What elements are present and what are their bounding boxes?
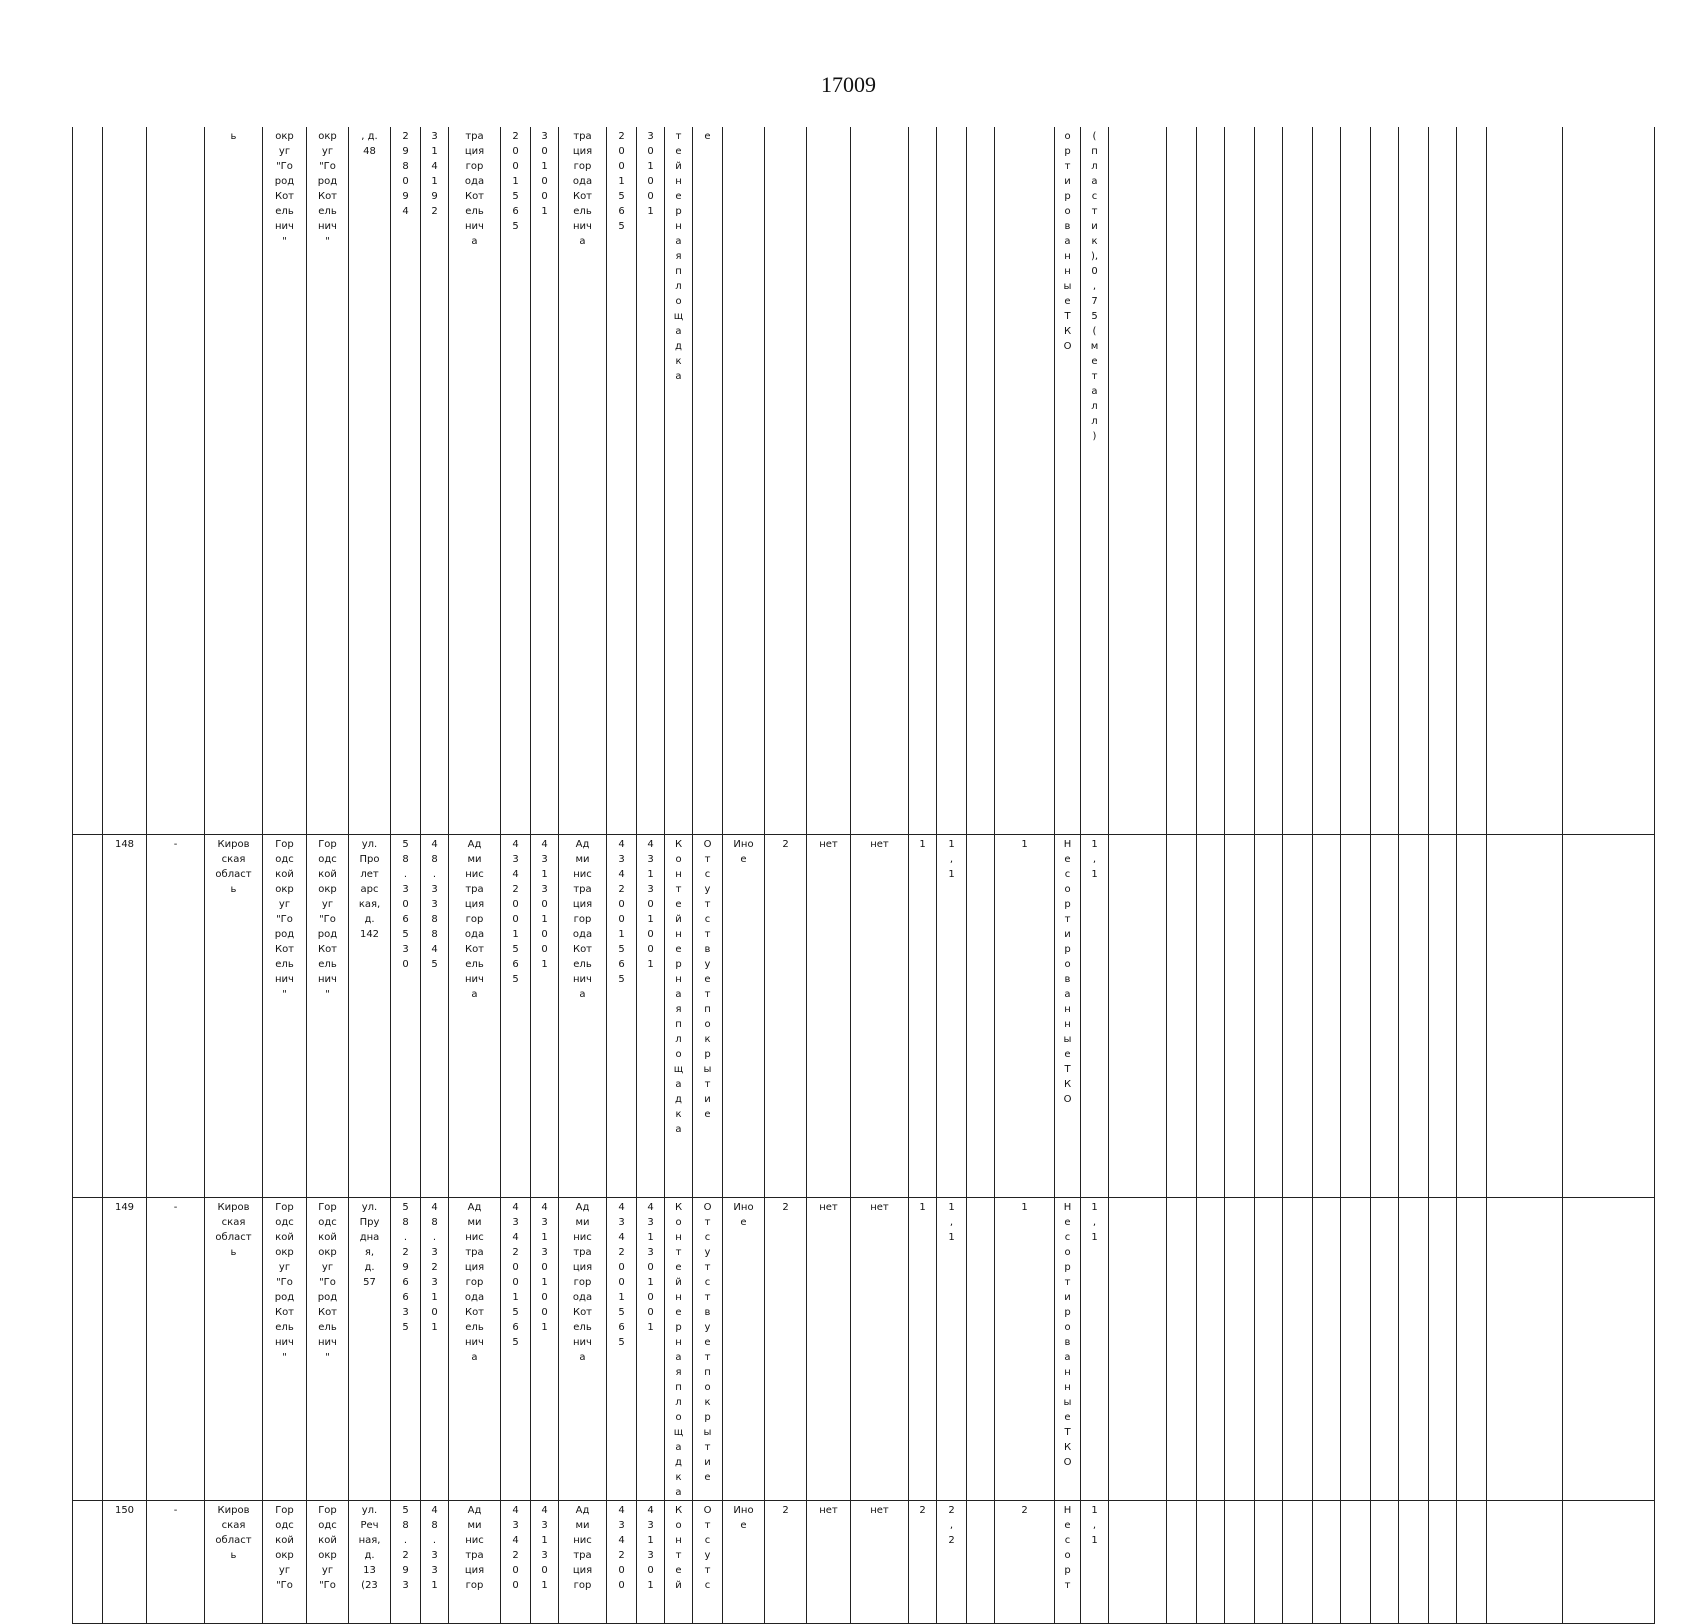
table-cell [723, 127, 765, 835]
table-cell [967, 1198, 995, 1501]
table-row [73, 127, 1655, 835]
table-cell [1283, 1198, 1313, 1501]
table-cell [1341, 835, 1371, 1198]
table-cell: 4 3 4 2 0 0 1 5 6 5 [607, 1198, 637, 1501]
table-cell: 1 , 1 [1081, 1501, 1109, 1624]
table-cell: окр уг "Го род Кот ель нич " [263, 127, 307, 835]
table-cell [1255, 1198, 1283, 1501]
table-cell [1371, 1198, 1399, 1501]
table-cell [1313, 1198, 1341, 1501]
table-cell: ул. Реч ная, д. 13 (23 [349, 1501, 391, 1624]
table-cell: 4 3 1 3 0 1 [531, 1501, 559, 1624]
table-cell: 4 3 4 2 0 0 [607, 1501, 637, 1624]
table-cell: Гор одс кой окр уг "Го [307, 1501, 349, 1624]
table-cell [1457, 835, 1487, 1198]
table-cell [1399, 127, 1429, 835]
table-cell: Ино е [723, 835, 765, 1198]
table-cell: 2 [765, 835, 807, 1198]
table-cell: нет [851, 835, 909, 1198]
table-cell [1563, 1198, 1655, 1501]
table-cell [1313, 1501, 1341, 1624]
table-cell [1429, 835, 1457, 1198]
table-cell: о р т и р о в а н н ы е Т К О [1055, 127, 1081, 835]
table-cell [1255, 835, 1283, 1198]
table-cell: нет [851, 1501, 909, 1624]
table-cell: 2 0 0 1 5 6 5 [607, 127, 637, 835]
table-cell: нет [851, 1198, 909, 1501]
table-cell: 1 [909, 835, 937, 1198]
table-cell: 4 3 1 3 0 1 0 0 1 [637, 1198, 665, 1501]
table-cell: ( п л а с т и к ), 0 , 7 5 ( м е т а л л ) [1081, 127, 1109, 835]
table-cell: ул. Пру дна я, д. 57 [349, 1198, 391, 1501]
table-cell [765, 127, 807, 835]
table-cell: 2 [909, 1501, 937, 1624]
page-number: 17009 [821, 72, 876, 97]
table-cell [147, 127, 205, 835]
table-cell [1109, 1198, 1167, 1501]
table-cell [967, 1501, 995, 1624]
table-cell: Ад ми нис тра ция гор ода Кот ель нич а [559, 835, 607, 1198]
table-cell [1167, 1501, 1197, 1624]
table-cell [909, 127, 937, 835]
table-cell: , д. 48 [349, 127, 391, 835]
table-cell [1167, 127, 1197, 835]
table-cell [1313, 127, 1341, 835]
table-cell: Ад ми нис тра ция гор ода Кот ель нич а [449, 835, 501, 1198]
table-cell [1399, 1198, 1429, 1501]
table-cell: е [693, 127, 723, 835]
table-cell: 4 3 1 3 0 1 [637, 1501, 665, 1624]
table-cell: 5 8 . 2 9 6 6 3 5 [391, 1198, 421, 1501]
table-cell [73, 835, 103, 1198]
table-cell: 1 [909, 1198, 937, 1501]
table-cell: нет [807, 1198, 851, 1501]
table-cell [1487, 127, 1563, 835]
table-cell [1487, 1501, 1563, 1624]
table-row [73, 1501, 1655, 1624]
table-cell [73, 1198, 103, 1501]
table-cell: 149 [103, 1198, 147, 1501]
table-cell [1457, 1198, 1487, 1501]
table-cell: 3 0 1 0 0 1 [531, 127, 559, 835]
table-cell: 4 3 4 2 0 0 1 5 6 5 [607, 835, 637, 1198]
table-cell [1255, 1501, 1283, 1624]
table-cell: О т с у т с т в у е т п о к р ы т и е [693, 835, 723, 1198]
table-cell [1197, 1501, 1225, 1624]
table-cell: Н е с о р т [1055, 1501, 1081, 1624]
table-cell [1457, 127, 1487, 835]
table-cell: Киров ская област ь [205, 835, 263, 1198]
table-cell [1341, 127, 1371, 835]
table-cell [103, 127, 147, 835]
table-cell [1197, 835, 1225, 1198]
table-cell [73, 1501, 103, 1624]
table-cell [1255, 127, 1283, 835]
table-cell: тра ция гор ода Кот ель нич а [449, 127, 501, 835]
table-cell [807, 127, 851, 835]
table-cell [1341, 1198, 1371, 1501]
table-cell: т е й н е р н а я п л о щ а д к а [665, 127, 693, 835]
table-cell [1283, 1501, 1313, 1624]
table-cell [1563, 1501, 1655, 1624]
table-cell: 4 3 4 2 0 0 [501, 1501, 531, 1624]
table-cell [1109, 127, 1167, 835]
table-cell: 1 , 1 [937, 1198, 967, 1501]
table-cell: 4 3 1 3 0 1 0 0 1 [637, 835, 665, 1198]
table-cell: окр уг "Го род Кот ель нич " [307, 127, 349, 835]
table-cell [1371, 835, 1399, 1198]
table-cell: 4 8 . 3 2 3 1 0 1 [421, 1198, 449, 1501]
table-cell [967, 127, 995, 835]
table-cell: 4 3 4 2 0 0 1 5 6 5 [501, 835, 531, 1198]
table-cell: Ад ми нис тра ция гор [559, 1501, 607, 1624]
table-cell: нет [807, 1501, 851, 1624]
table-cell [995, 127, 1055, 835]
table-cell: 5 8 . 3 0 6 5 3 0 [391, 835, 421, 1198]
table-cell: Ино е [723, 1501, 765, 1624]
table-cell: Ад ми нис тра ция гор [449, 1501, 501, 1624]
table-cell [1487, 835, 1563, 1198]
table-cell: 1 [995, 835, 1055, 1198]
table-cell [1487, 1198, 1563, 1501]
table-cell: 150 [103, 1501, 147, 1624]
table-cell: Ино е [723, 1198, 765, 1501]
table-cell: Н е с о р т и р о в а н н ы е Т К О [1055, 835, 1081, 1198]
table-cell: 4 8 . 3 3 8 8 4 5 [421, 835, 449, 1198]
table-cell: 2 [765, 1501, 807, 1624]
table-cell: 3 0 1 0 0 1 [637, 127, 665, 835]
table-cell [1197, 1198, 1225, 1501]
table-cell [1283, 835, 1313, 1198]
table-cell [1167, 835, 1197, 1198]
table-cell: Гор одс кой окр уг "Го [263, 1501, 307, 1624]
table-cell [1283, 127, 1313, 835]
table-cell [1167, 1198, 1197, 1501]
table-cell: 4 3 1 3 0 1 0 0 1 [531, 835, 559, 1198]
table-cell: 2 , 2 [937, 1501, 967, 1624]
register-table [72, 127, 1655, 1624]
table-cell: ь [205, 127, 263, 835]
table-cell [1563, 835, 1655, 1198]
table-cell: 4 3 1 3 0 1 0 0 1 [531, 1198, 559, 1501]
table-cell: Гор одс кой окр уг "Го род Кот ель нич " [307, 1198, 349, 1501]
table-cell: Гор одс кой окр уг "Го род Кот ель нич " [263, 835, 307, 1198]
table-cell [1399, 1501, 1429, 1624]
table-cell: К о н т е й [665, 1501, 693, 1624]
table-cell: Ад ми нис тра ция гор ода Кот ель нич а [559, 1198, 607, 1501]
register-body [73, 127, 1655, 1624]
table-cell [73, 127, 103, 835]
table-cell [1341, 1501, 1371, 1624]
table-cell: Гор одс кой окр уг "Го род Кот ель нич " [307, 835, 349, 1198]
table-cell [1225, 835, 1255, 1198]
table-cell: нет [807, 835, 851, 1198]
table-cell: Н е с о р т и р о в а н н ы е Т К О [1055, 1198, 1081, 1501]
table-cell [1399, 835, 1429, 1198]
table-cell: 5 8 . 2 9 3 [391, 1501, 421, 1624]
table-cell: Киров ская област ь [205, 1198, 263, 1501]
table-cell: К о н т е й н е р н а я п л о щ а д к а [665, 1198, 693, 1501]
table-cell [1225, 127, 1255, 835]
table-row [73, 1198, 1655, 1501]
table-cell: 1 , 1 [937, 835, 967, 1198]
table-cell: 2 [765, 1198, 807, 1501]
table-cell [1429, 1501, 1457, 1624]
table-cell [1371, 127, 1399, 835]
table-cell: О т с у т с т в у е т п о к р ы т и е [693, 1198, 723, 1501]
table-cell: ул. Про лет арс кая, д. 142 [349, 835, 391, 1198]
table-row [73, 835, 1655, 1198]
table-cell [1429, 1198, 1457, 1501]
table-cell [967, 835, 995, 1198]
table-cell: 1 [995, 1198, 1055, 1501]
table-cell: 2 0 0 1 5 6 5 [501, 127, 531, 835]
table-cell: 2 [995, 1501, 1055, 1624]
table-cell: 3 1 4 1 9 2 [421, 127, 449, 835]
table-cell: тра ция гор ода Кот ель нич а [559, 127, 607, 835]
table-cell: - [147, 835, 205, 1198]
table-cell [1197, 127, 1225, 835]
table-cell: 148 [103, 835, 147, 1198]
table-cell [1313, 835, 1341, 1198]
table-cell: Киров ская област ь [205, 1501, 263, 1624]
table-cell: 1 , 1 [1081, 1198, 1109, 1501]
table-cell [1371, 1501, 1399, 1624]
table-cell [1429, 127, 1457, 835]
table-cell: - [147, 1198, 205, 1501]
table-cell: К о н т е й н е р н а я п л о щ а д к а [665, 835, 693, 1198]
table-cell: Гор одс кой окр уг "Го род Кот ель нич " [263, 1198, 307, 1501]
table-cell [1225, 1501, 1255, 1624]
table-cell: 2 9 8 0 9 4 [391, 127, 421, 835]
table-cell [851, 127, 909, 835]
table-cell: 4 8 . 3 3 1 [421, 1501, 449, 1624]
table-cell: 4 3 4 2 0 0 1 5 6 5 [501, 1198, 531, 1501]
table-cell [937, 127, 967, 835]
table-cell: - [147, 1501, 205, 1624]
table-cell: О т с у т с [693, 1501, 723, 1624]
table-cell [1225, 1198, 1255, 1501]
table-cell [1563, 127, 1655, 835]
table-cell [1109, 835, 1167, 1198]
table-cell [1109, 1501, 1167, 1624]
table-cell: 1 , 1 [1081, 835, 1109, 1198]
table-cell: Ад ми нис тра ция гор ода Кот ель нич а [449, 1198, 501, 1501]
table-cell [1457, 1501, 1487, 1624]
